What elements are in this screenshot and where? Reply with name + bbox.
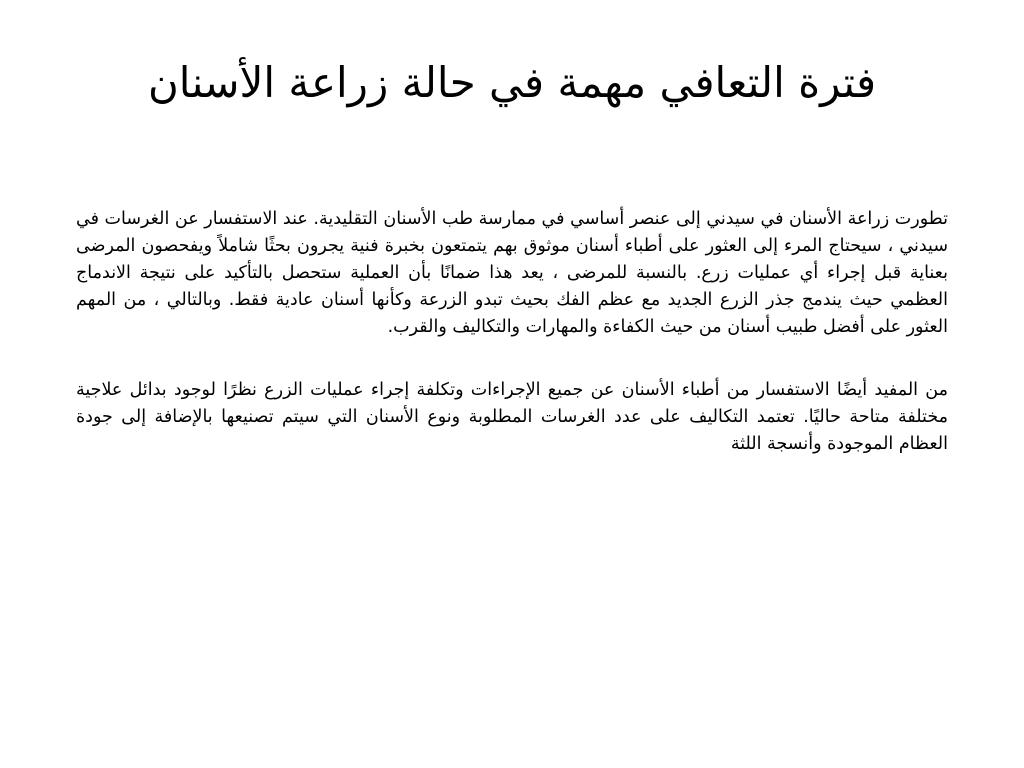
- body-paragraph-2: من المفيد أيضًا الاستفسار من أطباء الأسنان عن جميع الإجراءات وتكلفة إجراء عمليات الزرع نظرًا لوجود بدائل علاجية مختلفة متاحة حاليًا. تعتمد التكاليف على عدد الغرسات المطلوبة ونوع الأسنان التي سيتم تصنيعها بالإضافة إلى جودة العظام الموجودة وأنسجة اللثة: [76, 380, 948, 454]
- slide-title: فترة التعافي مهمة في حالة زراعة الأسنان: [147, 58, 877, 107]
- slide-body: [76, 206, 948, 458]
- body-paragraph-1: تطورت زراعة الأسنان في سيدني إلى عنصر أساسي في ممارسة طب الأسنان التقليدية. عند الاستفسار عن الغرسات في سيدني ، سيحتاج المرء إلى العثور على أطباء أسنان موثوق بهم يتمتعون بخبرة فنية يجرون بحثًا شاملاً ويفحصون المرضى بعناية قبل إجراء أي عمليات زرع. بالنسبة للمرضى ، يعد هذا ضمانًا بأن العملية ستحصل بالتأكيد على نتيجة الاندماج العظمي حيث يندمج جذر الزرع الجديد مع عظم الفك بحيث تبدو الزرعة وكأنها أسنان عادية فقط. وبالتالي ، من المهم العثور على أفضل طبيب أسنان من حيث الكفاءة والمهارات والتكاليف والقرب.: [76, 209, 948, 337]
